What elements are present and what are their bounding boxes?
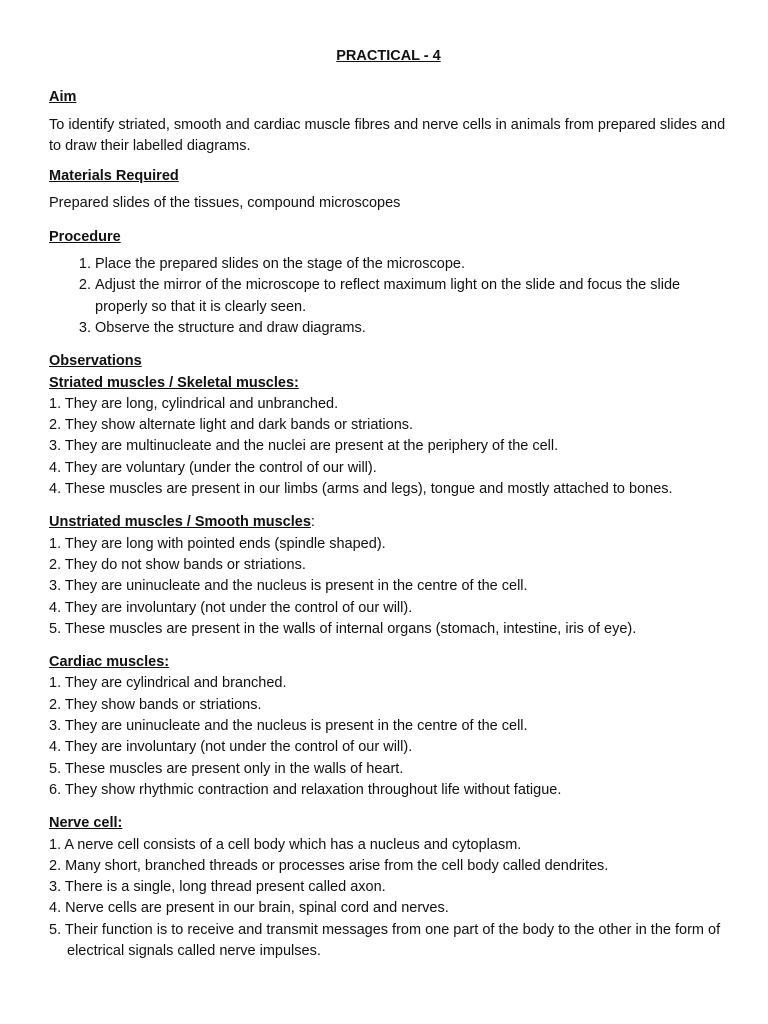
list-item: 3. They are uninucleate and the nucleus is present in the centre of the cell. <box>49 578 528 595</box>
nerve-list <box>49 835 728 963</box>
materials-text: Prepared slides of the tissues, compound microscopes <box>49 195 401 212</box>
materials-heading: Materials Required <box>49 168 179 185</box>
list-item: 2. They do not show bands or striations. <box>49 556 306 573</box>
unstriated-heading: Unstriated muscles / Smooth muscles <box>49 514 311 531</box>
unstriated-heading-colon: : <box>310 514 315 531</box>
list-item: 6. They show rhythmic contraction and relaxation throughout life without fatigue. <box>49 781 562 798</box>
list-item: 4. Nerve cells are present in our brain, spinal cord and nerves. <box>49 900 449 917</box>
list-item: 4. These muscles are present in our limbs (arms and legs), tongue and mostly attached to bones. <box>49 481 673 498</box>
list-item: 3. There is a single, long thread present called axon. <box>49 879 386 896</box>
list-item: 2. They show bands or striations. <box>49 696 262 713</box>
aim-text: To identify striated, smooth and cardiac muscle fibres and nerve cells in animals from prepared slides and to draw their labelled diagrams. <box>49 116 726 154</box>
aim-heading: Aim <box>49 89 77 106</box>
cardiac-list <box>49 673 728 801</box>
list-item: 3. They are uninucleate and the nucleus is present in the centre of the cell. <box>49 718 528 735</box>
list-item: 4. They are voluntary (under the control of our will). <box>49 459 377 476</box>
list-item: 2. They show alternate light and dark bands or striations. <box>49 417 414 434</box>
procedure-step: 3. Observe the structure and draw diagrams. <box>95 318 728 339</box>
list-item: 1. A nerve cell consists of a cell body which has a nucleus and cytoplasm. <box>49 836 522 853</box>
list-item: 5. Their function is to receive and transmit messages from one part of the body to the other in the form of electrical signals called nerve impulses. <box>49 921 721 959</box>
list-item: 2. Many short, branched threads or processes arise from the cell body called dendrites. <box>49 857 609 874</box>
striated-list <box>49 394 728 500</box>
observations-heading: Observations <box>49 353 142 370</box>
list-item: 4. They are involuntary (not under the control of our will). <box>49 599 413 616</box>
striated-heading: Striated muscles / Skeletal muscles: <box>49 374 299 391</box>
list-item: 1. They are long with pointed ends (spindle shaped). <box>49 535 386 552</box>
list-item: 1. They are long, cylindrical and unbranched. <box>49 395 339 412</box>
procedure-step: 2. Adjust the mirror of the microscope to reflect maximum light on the slide and focus the slide properly so that it is clearly seen. <box>95 275 728 318</box>
unstriated-list <box>49 534 728 640</box>
list-item: 3. They are multinucleate and the nuclei are present at the periphery of the cell. <box>49 438 559 455</box>
nerve-heading: Nerve cell: <box>49 815 123 832</box>
procedure-step: 1. Place the prepared slides on the stage of the microscope. <box>95 254 728 275</box>
procedure-heading: Procedure <box>49 228 121 245</box>
cardiac-heading: Cardiac muscles: <box>49 654 170 671</box>
procedure-list <box>49 254 728 339</box>
list-item: 5. These muscles are present in the walls of internal organs (stomach, intestine, iris of eye). <box>49 620 637 637</box>
list-item: 1. They are cylindrical and branched. <box>49 675 287 692</box>
list-item: 5. These muscles are present only in the walls of heart. <box>49 760 404 777</box>
list-item: 4. They are involuntary (not under the control of our will). <box>49 739 413 756</box>
unstriated-heading-line <box>49 512 728 533</box>
page-title: PRACTICAL - 4 <box>336 48 441 64</box>
